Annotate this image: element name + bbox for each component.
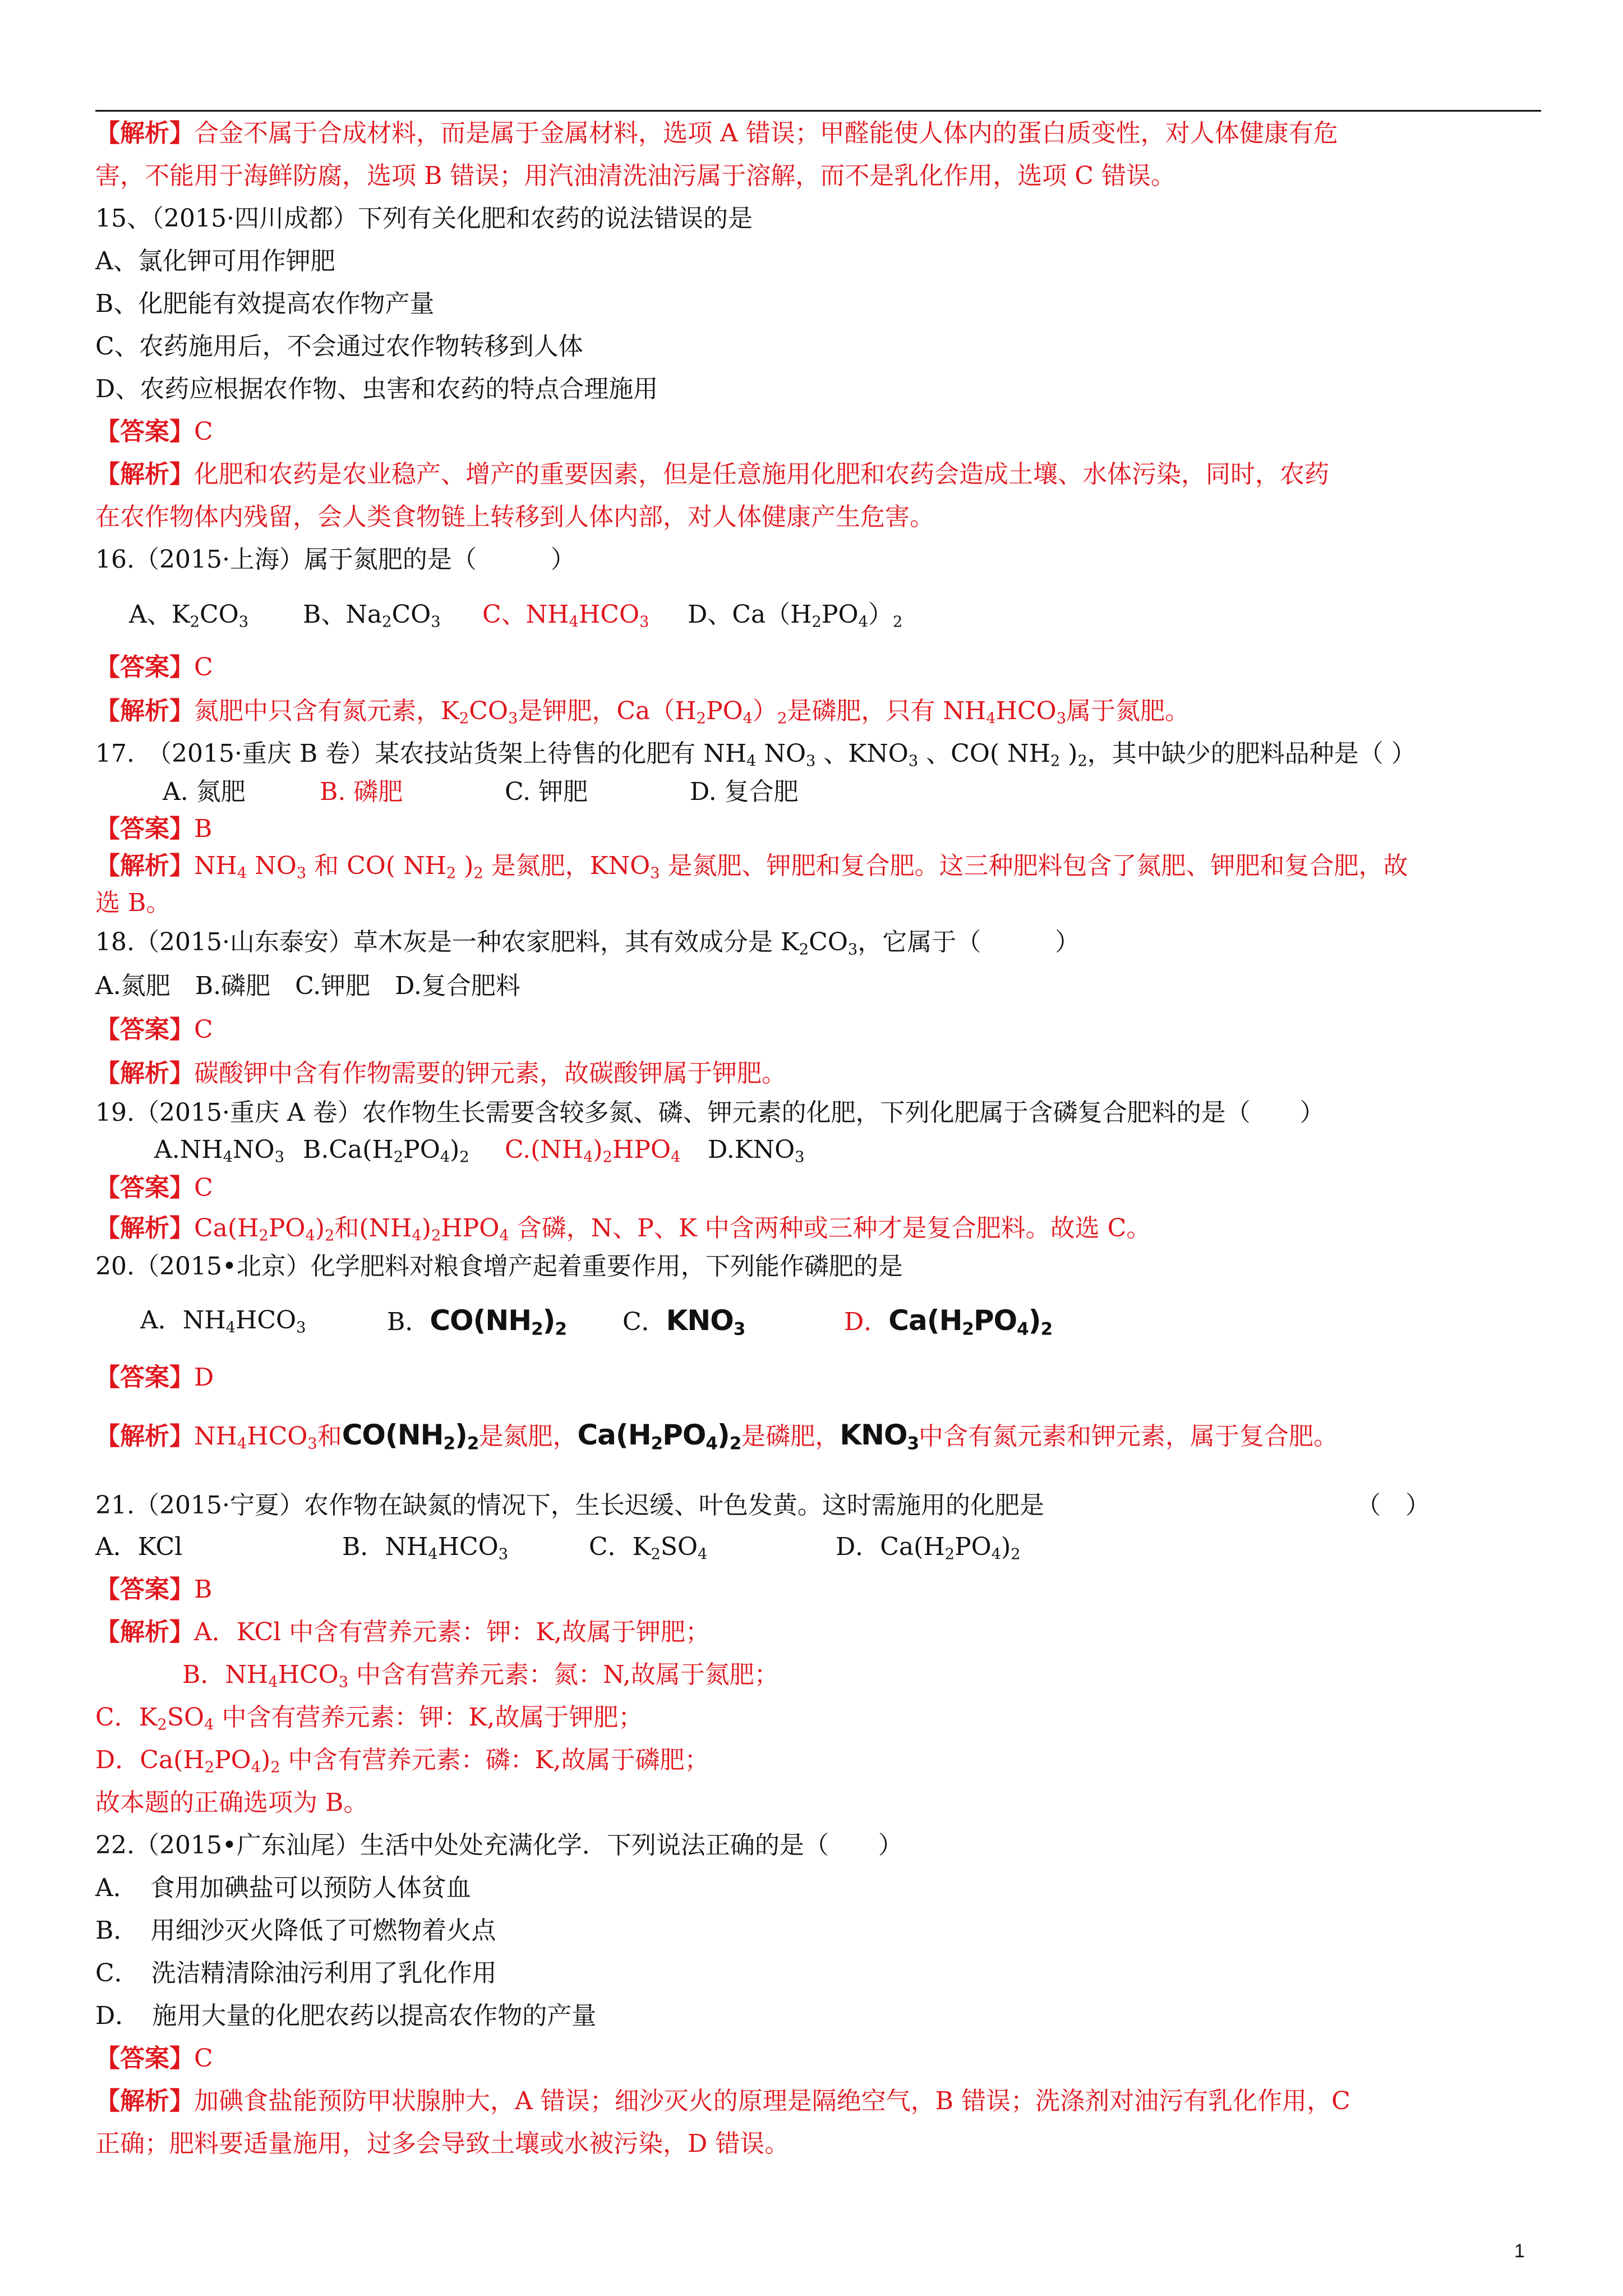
q15-answer: 【答案】C [95,417,213,446]
q22-stem: 22.（2015•广东汕尾）生活中处处充满化学．下列说法正确的是（ ） [95,1831,903,1860]
q15-analysis-line-1: 【解析】化肥和农药是农业稳产、增产的重要因素，但是任意施用化肥和农药会造成土壤、水体污染，同时，农药 [95,460,1329,489]
analysis-tag: 【解析】 [95,1618,194,1646]
q18-options: A.氮肥 B.磷肥 C.钾肥 D.复合肥料 [95,972,520,1000]
q16-analysis: 【解析】氮肥中只含有氮元素，$K_2CO_3$是钾肥，$Ca(H_2PO_4)_2$是磷肥，只有 $NH_4HCO_3$属于氮肥。 [95,697,1190,728]
q17-option-d: D. 复合肥 [690,777,799,806]
q19-analysis: 【解析】$Ca(H_2PO_4)_2$和$(NH_4)_2HPO_4$ 含磷，N、P、K 中含两种或三种才是复合肥料。故选 C。 [95,1214,1151,1245]
header-rule [95,110,1541,112]
q22-option-d: D． 施用大量的化肥农药以提高农作物的产量 [95,2001,597,2030]
q17-option-a: A. 氮肥 [163,777,246,806]
q20-analysis: 【解析】$NH_4HCO_3$和$CO(NH_2)_2$是氮肥，$Ca(H_2PO_4)_2$是磷肥，$KNO_3$中含有氮元素和钾元素，属于复合肥。 [95,1419,1339,1454]
q17-analysis-line-1: 【解析】$NH_4$ $NO_3$ 和 CO( $NH_2$ )$_2$ 是氮肥，$KNO_3$ 是氮肥、钾肥和复合肥。这三种肥料包含了氮肥、钾肥和复合肥，故 [95,852,1408,882]
q18-analysis: 【解析】碳酸钾中含有作物需要的钾元素，故碳酸钾属于钾肥。 [95,1059,786,1088]
q17-option-b: B. 磷肥 [320,777,403,806]
answer-tag: 【答案】 [95,417,194,446]
q21-answer: 【答案】B [95,1575,213,1604]
q20-stem: 20.（2015•北京）化学肥料对粮食增产起着重要作用，下列能作磷肥的是 [95,1252,903,1281]
q20-answer: 【答案】D [95,1363,214,1392]
q15-option-a: A、氯化钾可用作钾肥 [95,247,335,275]
analysis-tag: 【解析】 [95,119,194,148]
q21-analysis-a: 【解析】A．KCl 中含有营养元素：钾：K,故属于钾肥； [95,1618,711,1646]
q16-option-a: A、$K_2CO_3$ [129,600,249,631]
answer-tag: 【答案】 [95,1015,194,1044]
q19-stem: 19.（2015·重庆 A 卷）农作物生长需要含较多氮、磷、钾元素的化肥，下列化肥属于含磷复合肥料的是（ ） [95,1098,1325,1127]
q20-option-a: A．$NH_4HCO_3$ [140,1306,306,1337]
q20-option-c: C．$KNO_3$ [623,1304,745,1340]
answer-tag: 【答案】 [95,653,194,682]
answer-tag: 【答案】 [95,2044,194,2073]
q19-option-b: $B.Ca(H_2PO_4)_2$ [303,1135,469,1166]
q21-option-d: D．$Ca(H_2PO_4)_2$ [836,1533,1021,1563]
answer-tag: 【答案】 [95,815,194,843]
q15-analysis-line-2: 在农作物体内残留，会人类食物链上转移到人体内部，对人体健康产生危害。 [95,503,934,531]
q21-analysis-d: D．$Ca(H_2PO_4)_2$ 中含有营养元素：磷：K,故属于磷肥； [95,1746,709,1777]
answer-tag: 【答案】 [95,1363,194,1392]
q15-option-b: B、化肥能有效提高农作物产量 [95,289,435,318]
q15-option-d: D、农药应根据农作物、虫害和农药的特点合理施用 [95,375,658,403]
calcium-phosphate-formula: $Ca(H_2PO_4)_2$ [577,1419,741,1454]
q16-answer: 【答案】C [95,653,213,682]
q21-option-a: A．KCl [95,1533,183,1561]
q17-option-c: C. 钾肥 [505,777,588,806]
analysis-tag: 【解析】 [95,1422,194,1451]
q19-answer: 【答案】C [95,1174,213,1202]
q18-stem: 18.（2015·山东泰安）草木灰是一种农家肥料，其有效成分是 $K_2CO_3$，它属于（ ） [95,928,1080,959]
q17-analysis-line-2: 选 B。 [95,889,171,917]
q21-analysis-b: B．$NH_4HCO_3$ 中含有营养元素：氮：N,故属于氮肥； [182,1660,779,1691]
q16-option-d: D、$Ca(H_2PO_4)_2$ [688,600,903,631]
analysis-tag: 【解析】 [95,2087,194,2115]
kno3-formula: $KNO_3$ [666,1304,745,1340]
q22-option-c: C． 洗洁精清除油污利用了乳化作用 [95,1959,497,1987]
q14-analysis-line-2: 害，不能用于海鲜防腐，选项 B 错误；用汽油清洗油污属于溶解，而不是乳化作用，选项 C 错误。 [95,162,1175,190]
analysis-tag: 【解析】 [95,460,194,489]
q16-option-c: C、$NH_4HCO_3$ [482,600,649,631]
page-number: 1 [1514,2240,1525,2262]
q16-option-b: B、$Na_2CO_3$ [303,600,441,631]
answer-tag: 【答案】 [95,1575,194,1604]
q20-option-b: B．$CO(NH_2)_2$ [387,1304,567,1340]
q22-answer: 【答案】C [95,2044,213,2073]
urea-formula: $CO(NH_2)_2$ [430,1304,567,1340]
q21-option-b: B．$NH_4HCO_3$ [342,1533,509,1563]
q22-analysis-line-2: 正确；肥料要适量施用，过多会导致土壤或水被污染，D 错误。 [95,2129,790,2158]
q19-option-a: $A.NH_4NO_3$ [154,1135,284,1166]
q21-stem: 21.（2015·宁夏）农作物在缺氮的情况下，生长迟缓、叶色发黄。这时需施用的化肥是 [95,1491,1044,1520]
kno3-formula: $KNO_3$ [840,1419,919,1454]
analysis-tag: 【解析】 [95,852,194,880]
q21-answer-blank: （ ） [1356,1491,1430,1520]
q21-option-c: C．$K_2SO_4$ [589,1533,708,1563]
q22-analysis-line-1: 【解析】加碘食盐能预防甲状腺肿大，A 错误；细沙灭火的原理是隔绝空气，B 错误；洗涤剂对油污有乳化作用，C [95,2087,1350,2115]
q21-analysis-c: C．$K_2SO_4$ 中含有营养元素：钾：K,故属于钾肥； [95,1703,643,1734]
analysis-tag: 【解析】 [95,1214,194,1243]
q15-stem: 15、（2015·四川成都）下列有关化肥和农药的说法错误的是 [95,204,753,233]
calcium-phosphate-formula: $Ca(H_2PO_4)_2$ [888,1304,1053,1340]
q21-analysis-conclusion: 故本题的正确选项为 B。 [95,1788,368,1817]
q14-analysis-line-1: 【解析】合金不属于合成材料，而是属于金属材料，选项 A 错误；甲醛能使人体内的蛋白质变性，对人体健康有危 [95,119,1338,148]
q20-option-d: D．$Ca(H_2PO_4)_2$ [844,1304,1053,1340]
analysis-tag: 【解析】 [95,1059,194,1088]
q22-option-b: B． 用细沙灭火降低了可燃物着火点 [95,1916,496,1945]
analysis-tag: 【解析】 [95,697,194,725]
urea-formula: $CO(NH_2)_2$ [342,1419,479,1454]
q15-option-c: C、农药施用后，不会通过农作物转移到人体 [95,332,583,361]
q17-answer: 【答案】B [95,815,213,843]
q16-stem: 16.（2015·上海）属于氮肥的是（ ） [95,545,575,574]
q19-option-d: $D.KNO_3$ [708,1135,805,1166]
q17-stem: 17. （2015·重庆 B 卷）某农技站货架上待售的化肥有 $NH_4$ $NO_3$ 、$KNO_3$ 、CO( $NH_2$ )$_2$，其中缺少的肥料品种是（ ） [95,739,1416,770]
q18-answer: 【答案】C [95,1015,213,1044]
q19-option-c: $C.(NH_4)_2HPO_4$ [505,1135,681,1166]
answer-tag: 【答案】 [95,1174,194,1202]
q22-option-a: A． 食用加碘盐可以预防人体贫血 [95,1874,471,1902]
